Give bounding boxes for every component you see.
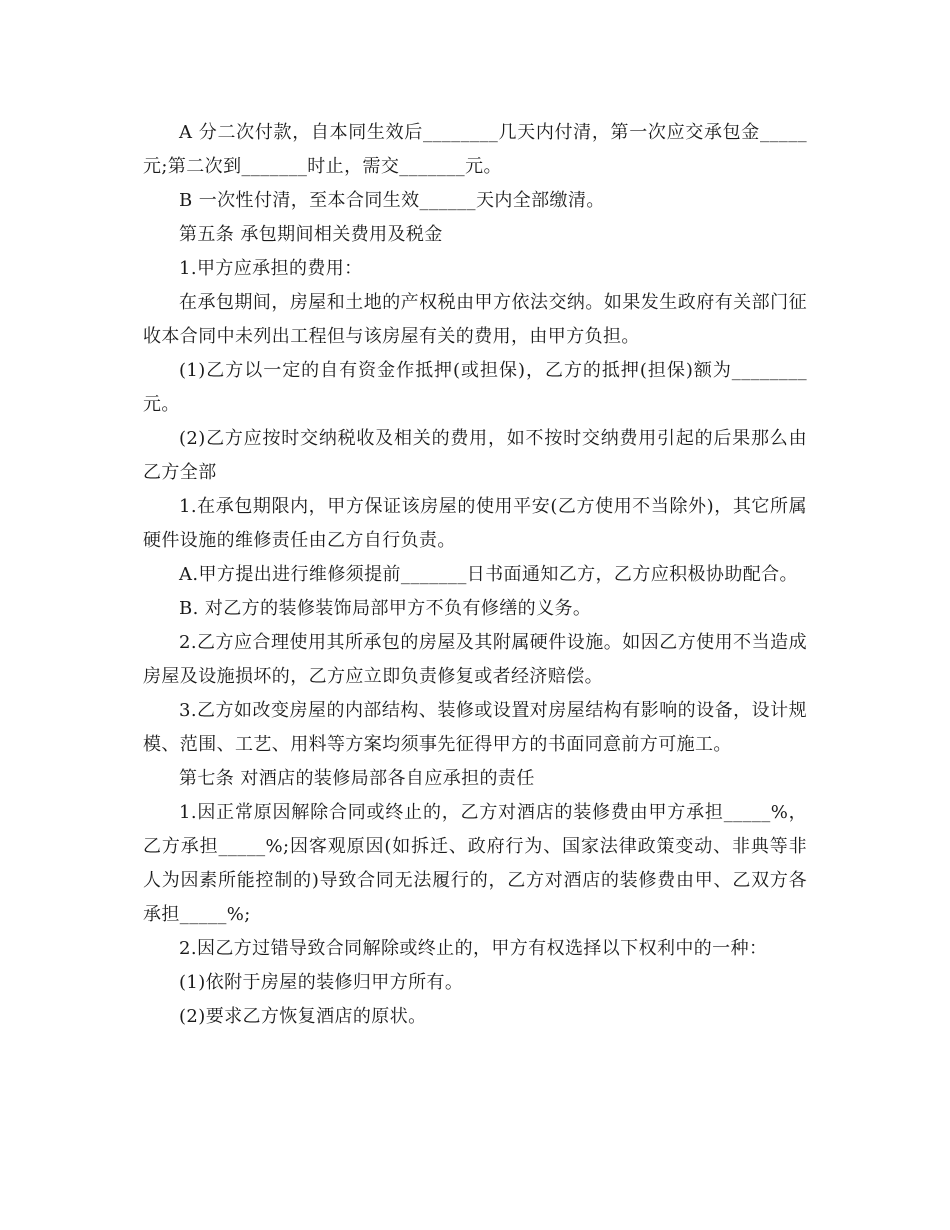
- payment-option-a: A 分二次付款，自本同生效后________几天内付清，第一次应交承包金_____元;第二次到_______时止，需交_______元。: [143, 122, 807, 177]
- repair-notice-clause: A.甲方提出进行维修须提前_______日书面通知乙方，乙方应积极协助配合。: [179, 564, 798, 585]
- party-a-fees-title: 1.甲方应承担的费用：: [179, 258, 363, 279]
- proper-use-clause: 2.乙方应合理使用其所承包的房屋及其附属硬件设施。如因乙方使用不当造成房屋及设施损坏的，乙方应立即负责修复或者经济赔偿。: [143, 632, 807, 687]
- article-5-heading: 第五条 承包期间相关费用及税金: [179, 224, 443, 245]
- option-1-clause: (1)依附于房屋的装修归甲方所有。: [179, 972, 464, 993]
- payment-option-b: B 一次性付清，至本合同生效______天内全部缴清。: [179, 190, 605, 211]
- tax-payment-clause: (2)乙方应按时交纳税收及相关的费用，如不按时交纳费用引起的后果那么由乙方全部: [143, 428, 807, 483]
- document-body: [143, 116, 807, 1034]
- decoration-cost-clause: 1.因正常原因解除合同或终止的，乙方对酒店的装修费由甲方承担_____%，乙方承担_____%;因客观原因(如拆迁、政府行为、国家法律政策变动、非典等非人为因素所能控制的)导致合同无法履行的，乙方对酒店的装修费由甲、乙双方各承担_____%;: [143, 802, 807, 925]
- option-2-clause: (2)要求乙方恢复酒店的原状。: [179, 1006, 427, 1027]
- article-7-heading: 第七条 对酒店的装修局部各自应承担的责任: [179, 768, 535, 789]
- safety-guarantee-clause: 1.在承包期限内，甲方保证该房屋的使用平安(乙方使用不当除外)，其它所属硬件设施的维修责任由乙方自行负责。: [143, 496, 807, 551]
- decoration-repair-clause: B. 对乙方的装修装饰局部甲方不负有修缮的义务。: [179, 598, 592, 619]
- property-tax-clause: 在承包期间，房屋和土地的产权税由甲方依法交纳。如果发生政府有关部门征收本合同中未列出工程但与该房屋有关的费用，由甲方负担。: [143, 292, 807, 347]
- structure-change-clause: 3.乙方如改变房屋的内部结构、装修或设置对房屋结构有影响的设备，设计规模、范围、工艺、用料等方案均须事先征得甲方的书面同意前方可施工。: [143, 700, 807, 755]
- deposit-clause: (1)乙方以一定的自有资金作抵押(或担保)，乙方的抵押(担保)额为________元。: [143, 360, 807, 415]
- fault-termination-clause: 2.因乙方过错导致合同解除或终止的，甲方有权选择以下权利中的一种：: [179, 938, 768, 959]
